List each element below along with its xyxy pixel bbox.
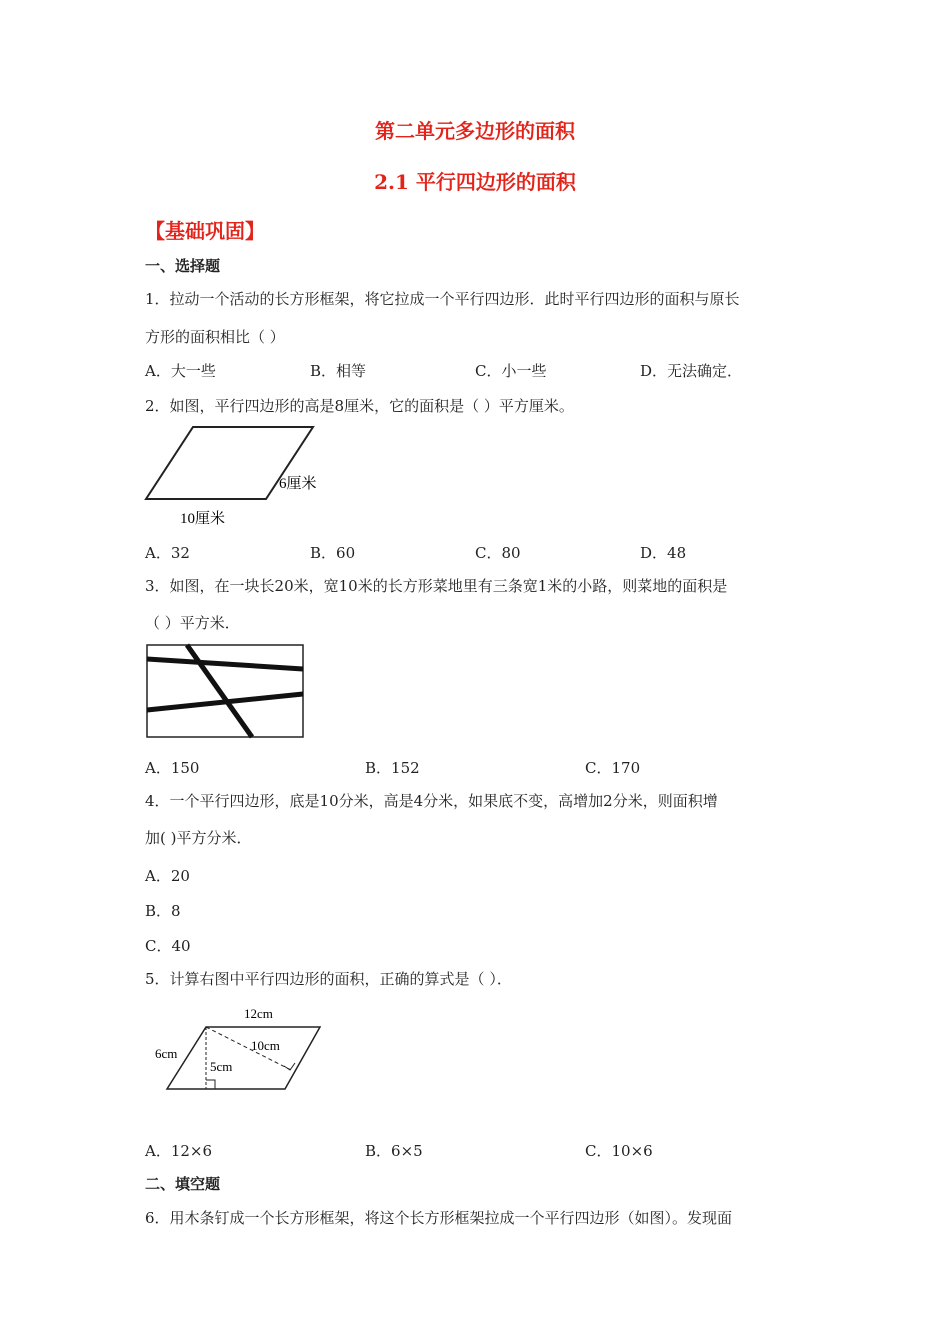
q5-option-b: B．6×5 — [365, 1142, 423, 1160]
q3-option-c: C．170 — [585, 759, 641, 777]
q4-option-c: C．40 — [145, 937, 191, 955]
question-4-text: 4．一个平行四边形，底是10分米，高是4分米，如果底不变，高增加2分米，则面积增 — [145, 792, 718, 810]
question-3-text: 3．如图，在一块长20米，宽10米的长方形菜地里有三条宽1米的小路，则菜地的面积是 — [145, 577, 728, 595]
q2-side-label: 6厘米 — [279, 476, 317, 492]
q4-option-a: A．20 — [145, 867, 190, 885]
q4-option-b: B．8 — [145, 902, 181, 920]
question-1-text: 1．拉动一个活动的长方形框架，将它拉成一个平行四边形．此时平行四边形的面积与原长 — [145, 290, 740, 308]
question-1-text-cont: 方形的面积相比（ ） — [145, 328, 285, 346]
q3-option-b: B．152 — [365, 759, 420, 777]
page-title: 第二单元多边形的面积 — [375, 119, 575, 143]
q1-option-c: C．小一些 — [475, 362, 547, 380]
q2-base-label: 10厘米 — [180, 511, 226, 527]
q5-top-label: 12cm — [244, 1006, 273, 1021]
q2-option-c: C．80 — [475, 544, 521, 562]
question-4-text-cont: 加( )平方分米． — [145, 829, 252, 847]
q2-option-b: B．60 — [310, 544, 356, 562]
q2-option-d: D．48 — [640, 544, 687, 562]
q5-option-c: C．10×6 — [585, 1142, 653, 1160]
q3-field-figure — [140, 640, 310, 742]
q5-parallelogram-figure — [140, 1000, 340, 1100]
q2-option-a: A．32 — [145, 544, 190, 562]
q1-option-a: A．大一些 — [145, 362, 216, 380]
question-5-text: 5．计算右图中平行四边形的面积，正确的算式是（ ）． — [145, 970, 512, 988]
question-2-text: 2．如图，平行四边形的高是8厘米，它的面积是（ ）平方厘米。 — [145, 397, 574, 415]
part-heading-fill: 二、填空题 — [145, 1175, 221, 1193]
question-6-text: 6．用木条钉成一个长方形框架，将这个长方形框架拉成一个平行四边形（如图）。发现面 — [145, 1209, 733, 1227]
q5-option-a: A．12×6 — [145, 1142, 213, 1160]
q5-diagonal-label: 10cm — [251, 1038, 280, 1053]
part-heading-choice: 一、选择题 — [145, 257, 221, 275]
q1-option-d: D．无法确定． — [640, 362, 743, 380]
q3-option-a: A．150 — [145, 759, 200, 777]
q1-option-b: B．相等 — [310, 362, 367, 380]
page-subtitle: 2.1 平行四边形的面积 — [374, 170, 576, 194]
question-3-text-cont: （ ）平方米． — [145, 614, 240, 632]
q5-height-label: 5cm — [210, 1059, 233, 1074]
q2-parallelogram-figure — [140, 420, 340, 530]
q5-side-label: 6cm — [155, 1046, 178, 1061]
section-heading: 【基础巩固】 — [145, 219, 265, 243]
